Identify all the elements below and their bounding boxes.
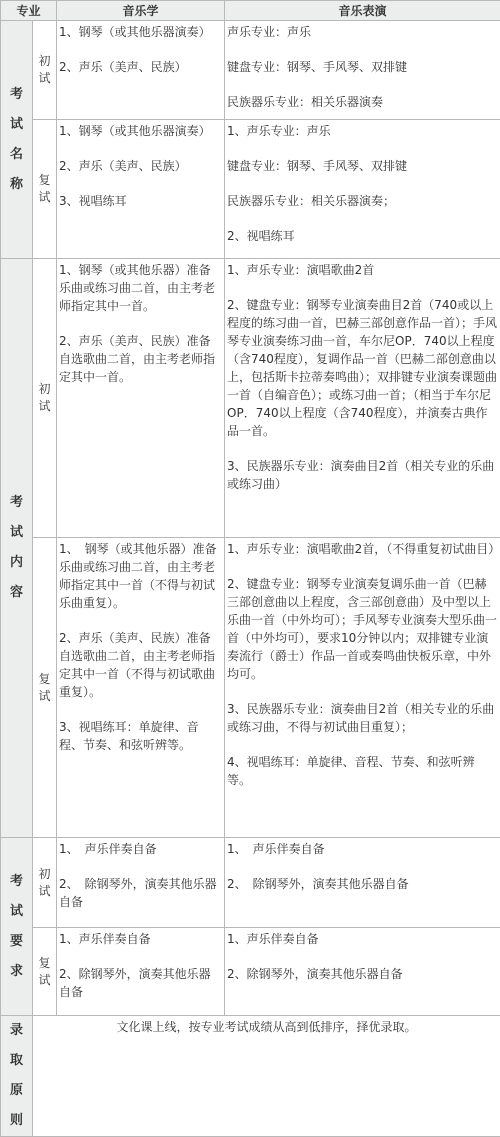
exam-requirements-initial-music-performance [225,838,500,928]
exam-requirements-initial-label: 初 试 [33,838,57,928]
exam-requirements-retest-music-performance [225,928,500,1016]
list-item: 2、除钢琴外，演奏其他乐器自备 [227,965,498,983]
list-item: 2、声乐（美声、民族） [59,58,222,76]
list-item: 3、视唱练耳 [59,192,222,210]
admission-text: 文化课上线，按专业考试成绩从高到低排序，择优录取。 [33,1016,500,1137]
list-item: 1、钢琴（或其他乐器）准备乐曲或练习曲二首，由主考老师指定其中一首。 [59,261,222,315]
exam-names-initial-row [1,21,500,120]
list-item: 民族器乐专业：相关乐器演奏 [227,93,498,111]
section-admission-label: 录 取 原 则 [1,1016,33,1137]
exam-content-retest-music-performance [225,538,500,838]
list-item: 3、民族器乐专业：演奏曲目2首（相关专业的乐曲或练习曲，不得与初试曲目重复）； [227,700,498,736]
exam-names-initial-music-studies [57,21,225,120]
exam-content-initial-music-performance [225,259,500,538]
list-item: 2、声乐（美声、民族）准备自选歌曲二首，由主考老师指定其中一首。 [59,332,222,386]
exam-content-retest-row [1,538,500,838]
exam-requirements-retest-label: 复 试 [33,928,57,1016]
list-item: 1、 钢琴（或其他乐器）准备乐曲或练习曲二首，由主考老师指定其中一首（不得与初试乐曲重复）。 [59,540,222,612]
list-item: 1、声乐伴奏自备 [59,930,222,948]
exam-requirements-initial-row [1,838,500,928]
exam-content-initial-label: 初 试 [33,259,57,538]
exam-content-initial-music-studies [57,259,225,538]
list-item: 2、声乐（美声、民族） [59,157,222,175]
section-exam-requirements-label: 考 试 要 求 [1,838,33,1016]
list-item: 1、声乐伴奏自备 [227,930,498,948]
admission-row [1,1016,500,1137]
list-item: 1、 声乐伴奏自备 [59,840,222,858]
section-exam-names-label: 考 试 名 称 [1,21,33,259]
exam-requirements-retest-music-studies [57,928,225,1016]
exam-names-retest-label: 复 试 [33,120,57,259]
header-music-studies: 音乐学 [57,1,225,21]
exam-names-initial-music-performance [225,21,500,120]
list-item: 3、视唱练耳：单旋律、音程、节奏、和弦听辨等。 [59,718,222,754]
section-exam-content-label: 考 试 内 容 [1,259,33,838]
list-item: 4、视唱练耳：单旋律、音程、节奏、和弦听辨等。 [227,753,498,789]
list-item: 2、除钢琴外，演奏其他乐器自备 [59,965,222,1001]
exam-names-initial-label: 初 试 [33,21,57,120]
exam-requirements-retest-row [1,928,500,1016]
list-item: 1、钢琴（或其他乐器演奏） [59,23,222,41]
exam-names-retest-music-performance [225,120,500,259]
header-major: 专业 [1,1,57,21]
list-item: 2、声乐（美声、民族）准备自选歌曲二首，由主考老师指定其中一首（不得与初试歌曲重复）。 [59,629,222,701]
exam-content-retest-music-studies [57,538,225,838]
list-item: 2、键盘专业：钢琴专业演奏曲目2首（740或以上程度的练习曲一首，巴赫三部创意作品一首）；手风琴专业演奏练习曲一首，车尔尼OP．740以上程度（含740程度），复调作品一首（巴赫二部创意曲以上，包括斯卡拉蒂奏鸣曲）；双排键专业演奏课题曲一首（自编音色）；或练习曲一首；（相当于车尔尼OP．740以上程度（含740程度），并演奏古典作品一首。 [227,296,498,440]
list-item: 2、视唱练耳 [227,227,498,245]
list-item: 键盘专业：钢琴、手风琴、双排键 [227,157,498,175]
list-item: 声乐专业：声乐 [227,23,498,41]
list-item: 民族器乐专业：相关乐器演奏； [227,192,498,210]
header-music-performance: 音乐表演 [225,1,500,21]
list-item: 3、民族器乐专业：演奏曲目2首（相关专业的乐曲或练习曲） [227,457,498,493]
exam-names-retest-music-studies [57,120,225,259]
exam-content-initial-row [1,259,500,538]
list-item: 1、声乐专业：演唱歌曲2首 [227,261,498,279]
exam-names-retest-row [1,120,500,259]
exam-requirements-initial-music-studies [57,838,225,928]
header-row [1,1,500,21]
list-item: 2、键盘专业：钢琴专业演奏复调乐曲一首（巴赫三部创意曲以上程度，含三部创意曲）及中型以上乐曲一首（中外均可）；手风琴专业演奏大型乐曲一首（中外均可），要求10分钟以内；双排键专业演奏流行（爵士）作品一首或奏鸣曲快板乐章，中外均可。 [227,575,498,683]
list-item: 1、 声乐伴奏自备 [227,840,498,858]
list-item: 2、 除钢琴外，演奏其他乐器自备 [59,875,222,911]
list-item: 键盘专业：钢琴、手风琴、双排键 [227,58,498,76]
list-item: 2、 除钢琴外，演奏其他乐器自备 [227,875,498,893]
exam-content-retest-label: 复 试 [33,538,57,838]
list-item: 1、钢琴（或其他乐器演奏） [59,122,222,140]
list-item: 1、声乐专业：声乐 [227,122,498,140]
list-item: 1、声乐专业：演唱歌曲2首，（不得重复初试曲目） [227,540,498,558]
